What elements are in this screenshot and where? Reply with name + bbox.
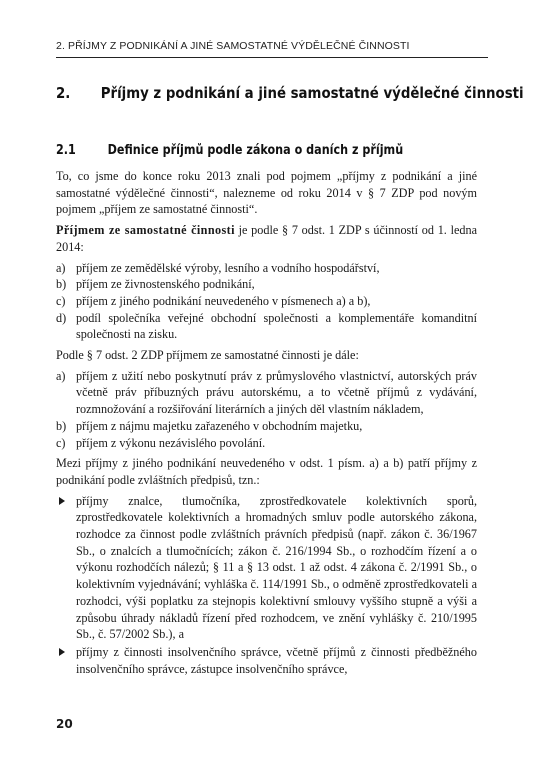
- list-label: c): [56, 293, 66, 308]
- section-heading: [56, 143, 434, 158]
- list-item: [56, 435, 477, 452]
- triangle-bullet-icon: [59, 648, 65, 656]
- paragraph-3: Mezi příjmy z jiného podnikání neuvedeného v odst. 1 písm. a) a b) patří příjmy z podnikání podle zvláštních předpisů, tzn.:: [56, 456, 477, 487]
- definition-paragraph: [56, 222, 477, 255]
- body-text: [56, 168, 477, 678]
- intro-paragraph: To, co jsme do konce roku 2013 znali pod pojmem „příjmy z podnikání a jiné samostatné výdělečné činnosti“, nalezneme od roku 2014 v § 7 ZDP pod novým pojmem „příjem ze samostatné činnosti“.: [56, 169, 477, 217]
- list-item: [56, 418, 477, 435]
- list-label: b): [56, 418, 67, 433]
- bullet-item: [56, 493, 477, 643]
- list-text: příjem ze zemědělské výroby, lesního a vodního hospodářství,: [76, 260, 380, 275]
- bullet-item: [56, 644, 477, 677]
- list-text: příjem z jiného podnikání neuvedeného v písmenech a) a b),: [76, 293, 371, 308]
- bullet-text: příjmy z činnosti insolvenčního správce, včetně příjmů z činnosti předběžného insolvenčního správce, zástupce insolvenčního správce,: [76, 644, 477, 676]
- section-title: Definice příjmů podle zákona o daních z příjmů: [107, 143, 404, 158]
- definition-term: Příjmem ze samostatné činnosti: [56, 223, 235, 238]
- income-list-2: [56, 368, 477, 452]
- list-item: [56, 293, 477, 310]
- running-head: 2. PŘÍJMY Z PODNIKÁNÍ A JINÉ SAMOSTATNÉ VÝDĚLEČNÉ ČINNOSTI: [56, 40, 410, 52]
- section-number: 2.1: [56, 143, 76, 158]
- list-item: [56, 260, 477, 277]
- chapter-title: Příjmy z podnikání a jiné samostatné výdělečné činnosti: [100, 84, 524, 102]
- list-label: b): [56, 277, 67, 292]
- list-text: podíl společníka veřejné obchodní společnosti a komplementáře komanditní společnosti na zisku.: [76, 310, 477, 342]
- list-item: [56, 310, 477, 343]
- chapter-number: 2.: [56, 84, 71, 102]
- list-item: [56, 276, 477, 293]
- income-list-1: [56, 260, 477, 344]
- list-item: [56, 368, 477, 418]
- list-text: příjem z nájmu majetku zařazeného v obchodním majetku,: [76, 418, 363, 433]
- header-rule: [56, 57, 488, 58]
- list-label: d): [56, 310, 67, 325]
- bullet-list: [56, 493, 477, 678]
- list-label: a): [56, 260, 66, 275]
- list-text: příjem z užití nebo poskytnutí práv z průmyslového vlastnictví, autorských práv včetně práv příbuzných právu autorskému, a to včetně příjmů z vydávání, rozmnožování a rozšiřování literárních a jiných děl vlastním nákladem,: [76, 368, 477, 417]
- list-text: příjem z výkonu nezávislého povolání.: [76, 435, 266, 450]
- page-number: 20: [56, 717, 73, 731]
- list-label: c): [56, 435, 66, 450]
- list-text: příjem ze živnostenského podnikání,: [76, 277, 255, 292]
- triangle-bullet-icon: [59, 497, 65, 505]
- chapter-heading: [56, 84, 524, 102]
- paragraph-2: Podle § 7 odst. 2 ZDP příjmem ze samostatné činnosti je dále:: [56, 348, 359, 363]
- bullet-text: příjmy znalce, tlumočníka, zprostředkovatele kolektivních sporů, zprostředkovatele kolektivních a hromadných smluv podle autorského zákona, rozhodce za činnost podle zvláštních právních předpisů (např. zákon č. 36/1967 Sb., o znalcích a tlumočnících; zákon č. 216/1994 Sb., o rozhodčím řízení a o výkonu rozhodčích nálezů; § 11 a § 13 odst. 1 až odst. 4 zákona č. 2/1991 Sb., o kolektivním vyjednávání; vyhláška č. 114/1991 Sb., o odměně zprostředkovateli a rozhodci, výši poplatku za stejnopis kolektivní smlouvy vyššího stupně a výši a způsobu úhrady nákladů řízení před rozhodcem, ve znění vyhlášky č. 210/1995 Sb., č. 57/2002 Sb.), a: [76, 493, 477, 642]
- definition-rest: je podle § 7 odst. 1 ZDP s účinností od 1. ledna 2014:: [56, 223, 477, 254]
- list-label: a): [56, 368, 66, 383]
